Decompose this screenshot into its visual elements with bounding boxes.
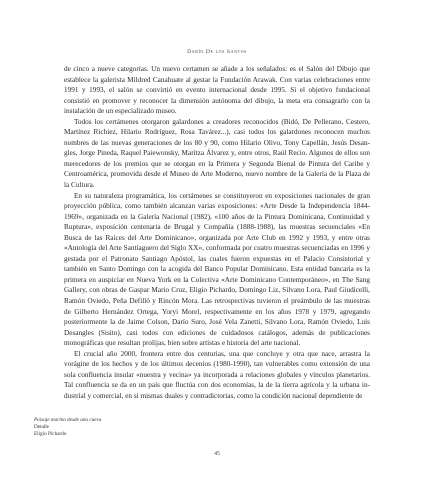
caption-title: Paisaje marino desde una cueva	[34, 417, 102, 423]
caption-artist: Eligio Pichardo	[34, 431, 67, 438]
body-text	[64, 64, 370, 402]
paragraph-1: de cinco a nueve categorías. Un nuevo certamen se añade a los señalados: es el Salón del Dibujo que establece la galerista Mildred Canahuate al gestar la Fundación Arawak. Con varias celebraciones entre 1991 y 1993, el salón se convirtió en evento internacional desde 1995. Si el objetivo fundacional consistió en promover y reconocer la dimensión autónoma del dibujo, la meta era consagrarlo con la instalación de un especializado museo.	[64, 65, 370, 116]
caption-detail: Detalle	[34, 424, 49, 431]
running-header: Darío De los Santos	[187, 49, 247, 55]
image-caption	[34, 417, 154, 438]
paragraph-4: El crucial año 2000, frontera entre dos centurias, una que concluye y otra que nace, arrastra la vorágine de los hechos y de los últimos decenios (1980-1990), tan vulnerables como extensión de una sola confluencia insular «nuestra y vecina» ya incorporada a relaciones globales y vínculos planetarios. Tal confluencia se da en un país que fluctúa con dos economías, la de la tierra agrícola y la urbana industrial y comercial, en sí mismas duales y contradictorias, como la condición nacional dependiente de	[64, 349, 370, 400]
paragraph-3: En su naturaleza programática, los certámenes se constituyeron en exposiciones nacionales de gran proyección pública, como también alcanzan varias exposiciones: «Arte Desde la Independencia 1844-1969», organizada en la Galería Nacional (1982), «100 años de la Pintura Dominicana, Continuidad y Ruptura», exposición centenaria de Brugal y Compañía (1888-1988), las muestras secuenciales «En Busca de las Raíces del Arte Dominicano», organizada por Arte Club en 1992 y 1993, y entre otras «Antología del Arte Santiaguero del Siglo XX», conformada por cuatro muestras secuenciadas en 1996 y gestada por el Patronato Santiago Apóstol, las cuales fueron expuestas en el Palacio Consistorial y también en Santo Domingo con la acogida del Banco Popular Dominicano. Esta entidad bancaria es la primera en auspiciar en Nueva York en la Colectiva «Arte Dominicano Contemporáneo», en The Sang Gallery, con obras de Gaspar Mario Cruz, Eligio Pichardo, Domingo Liz, Silvano Lora, Paul Giudicelli, Ramón Oviedo, Peña Defilló y Rincón Mora. Las retrospectivas tuvieron el preámbulo de las muestras de Gilberto Hernández Ortega, Yoryi Morel, respectivamente en los años 1978 y 1979, agregando posteriormente la de Jaime Colson, Darío Suro, José Vela Zanetti, Silvano Lora, Ramón Oviedo, Luis Desangles (Sisito), casi todos con ediciones de cuidadosos catálogos, además de publicaciones monográficas que resultan prolijas, bien sobre artistas e historia del arte nacional.	[64, 191, 370, 348]
page-number: 45	[214, 451, 220, 457]
paragraph-2: Todos los certámenes otorgaron galardones a creadores reconocidos (Bidó, De Pellerano, Cestero, Martínez Richiez, Hilario Rodríguez, Rosa Tavárez...), casi todos los galardones reconocen muchos nombres de las nuevas generaciones de los 80 y 90, como Hilario Olivo, Tony Capellán, Jesús Desangles, Jorge Pineda, Raquel Paiewonsky, Marítza Álvarez y, entre otros, Raúl Recio. Algunos de ellos son merecedores de los premios que se otorgan en la Primera y Segunda Bienal de Pintura del Caribe y Centroamérica, promovida desde el Museo de Arte Moderno, nuevo nombre de la Galería de la Plaza de la Cultura.	[64, 117, 370, 190]
